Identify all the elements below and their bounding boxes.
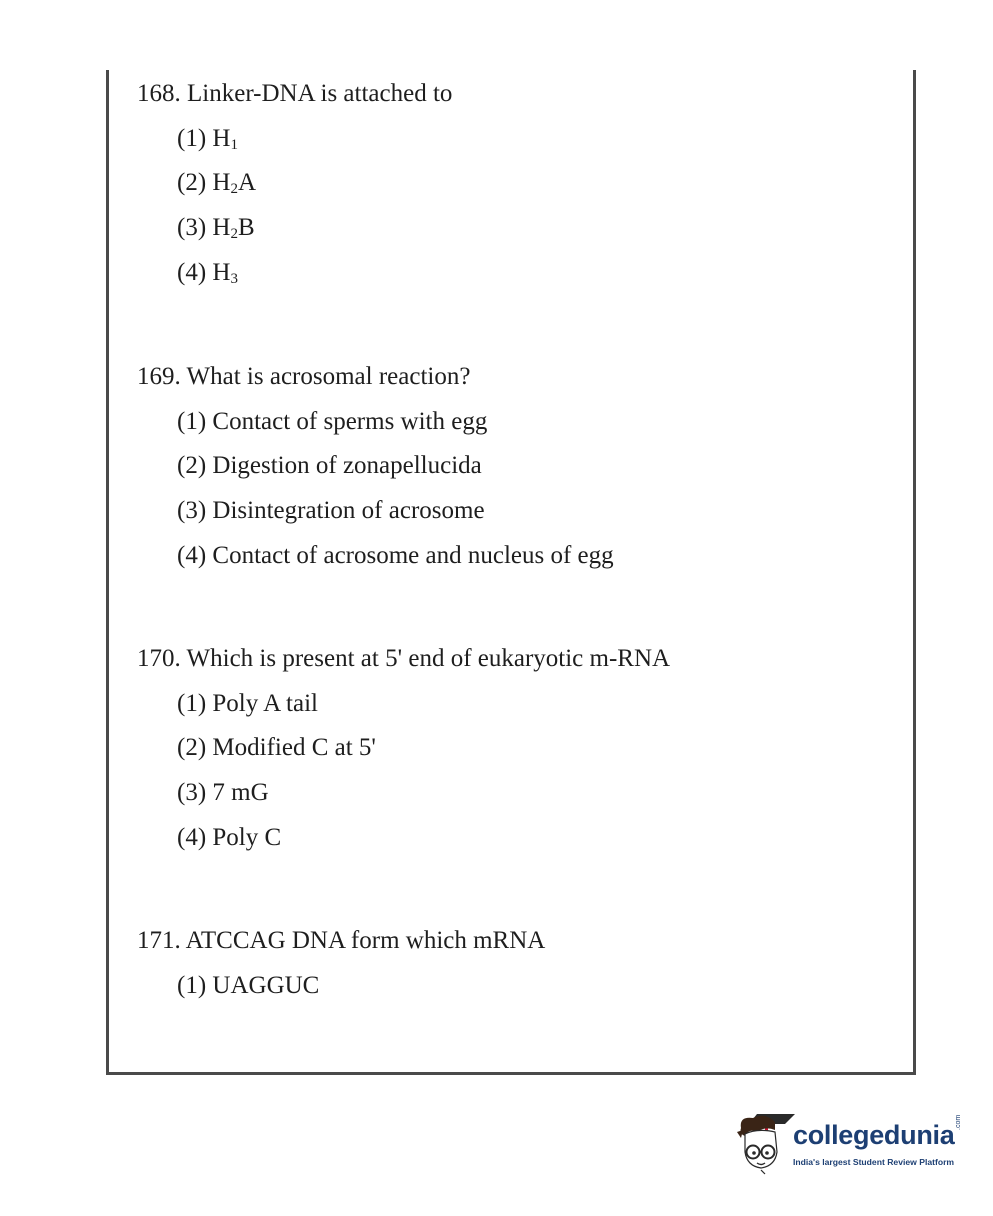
option: (1) UAGGUC bbox=[177, 971, 320, 999]
option-list bbox=[137, 407, 614, 571]
logo-tagline: India's largest Student Review Platform bbox=[793, 1157, 955, 1167]
option-list bbox=[137, 971, 545, 1001]
option: (2) Modified C at 5' bbox=[177, 734, 376, 762]
option: (2) Digestion of zonapellucida bbox=[177, 452, 482, 480]
question-text: 169. What is acrosomal reaction? bbox=[137, 363, 471, 390]
option-list bbox=[137, 124, 452, 288]
option: (4) Contact of acrosome and nucleus of egg bbox=[177, 541, 614, 569]
collegedunia-logo[interactable] bbox=[735, 1108, 965, 1178]
option: (1) Poly A tail bbox=[177, 689, 318, 717]
question-text: 170. Which is present at 5' end of eukaryotic m-RNA bbox=[137, 645, 671, 672]
question-170 bbox=[137, 644, 670, 853]
question-text: 168. Linker-DNA is attached to bbox=[137, 80, 453, 107]
option: (4) $H_3$ bbox=[177, 258, 238, 287]
logo-wordmark: collegedunia bbox=[793, 1120, 955, 1150]
question-text: 171. ATCCAG DNA form which mRNA bbox=[137, 927, 546, 954]
option: (3) 7 mG bbox=[177, 779, 269, 807]
student-mascot-icon bbox=[735, 1108, 795, 1176]
question-169 bbox=[137, 362, 614, 571]
option: (2) $H_2A$ bbox=[177, 169, 257, 198]
option: (4) Poly C bbox=[177, 823, 282, 851]
option: (3) Disintegration of acrosome bbox=[177, 497, 485, 525]
option: (1) Contact of sperms with egg bbox=[177, 407, 488, 435]
option-list bbox=[137, 689, 670, 853]
question-171 bbox=[137, 926, 545, 1001]
logo-suffix: .com bbox=[955, 1114, 962, 1130]
question-168 bbox=[137, 79, 452, 288]
option: (3) $H_2B$ bbox=[177, 214, 255, 243]
option: (1) $H_1$ bbox=[177, 124, 238, 153]
